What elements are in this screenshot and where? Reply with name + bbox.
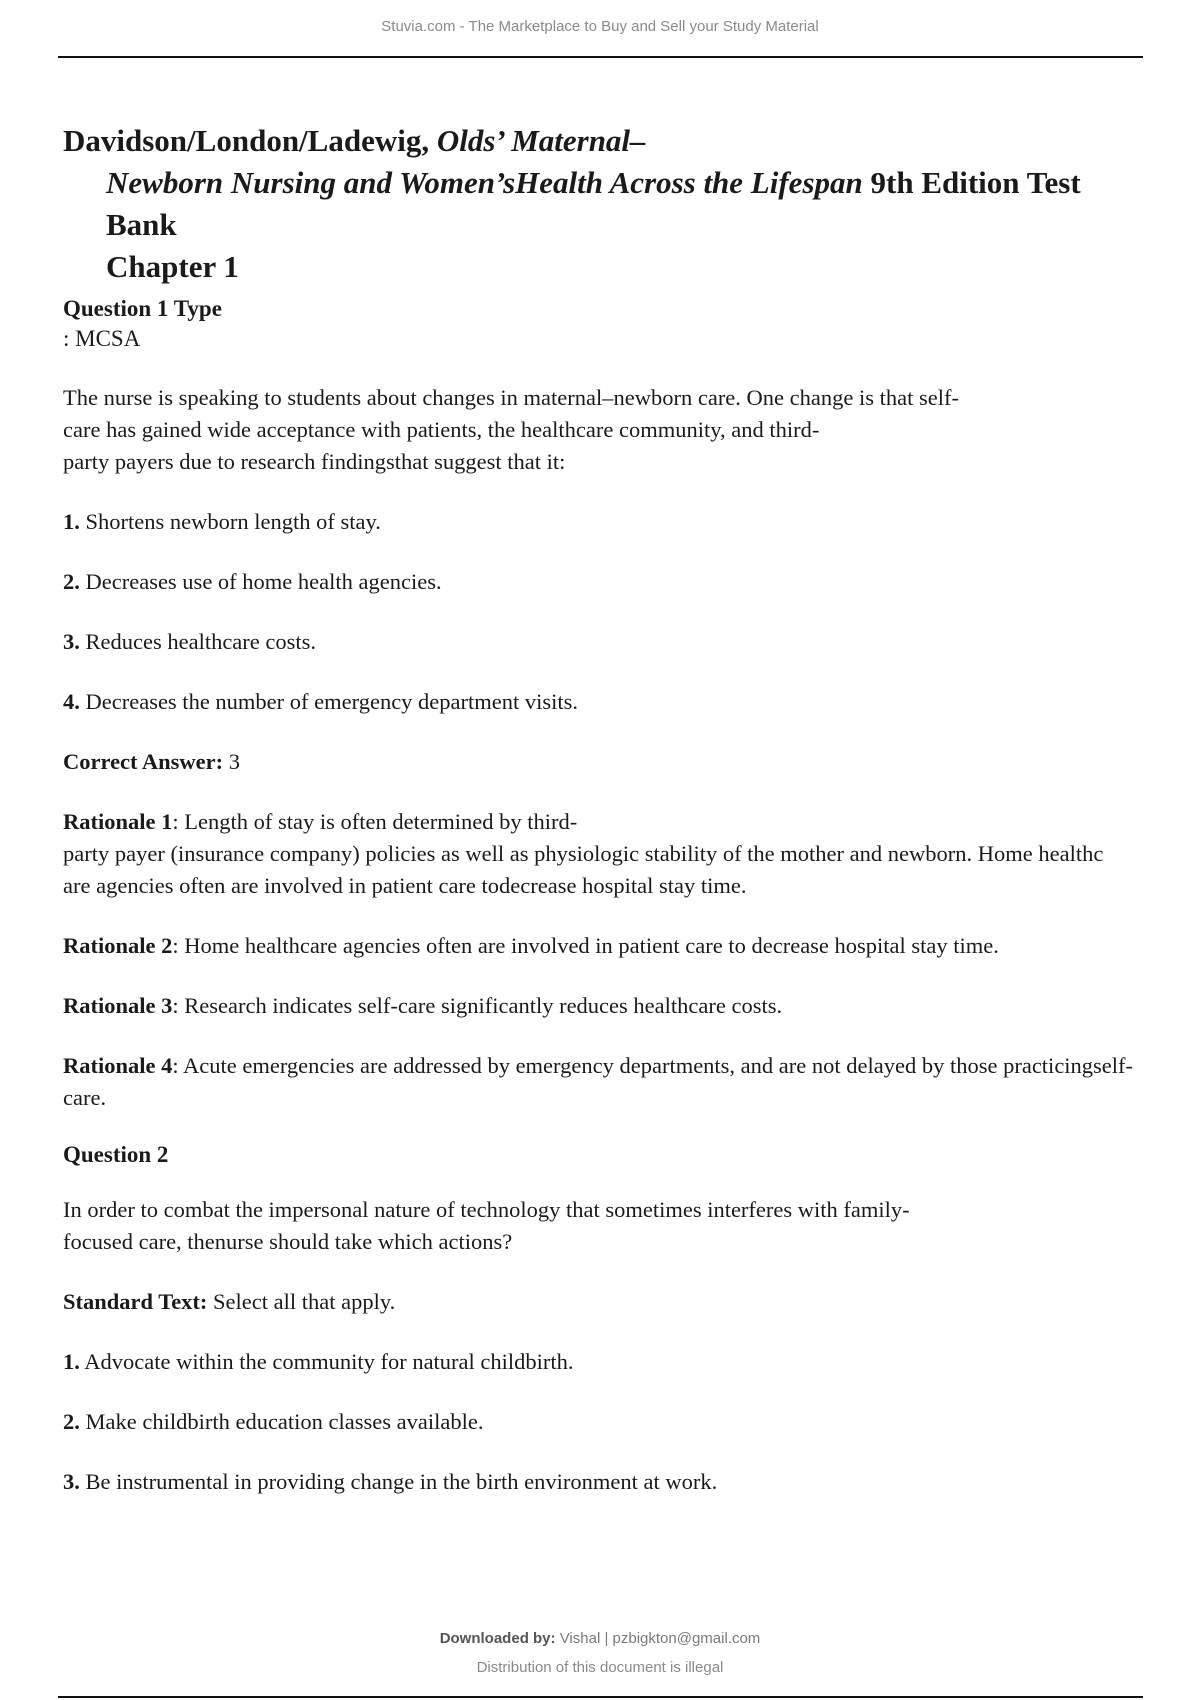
correct-answer-label: Correct Answer: (63, 749, 224, 774)
rationale-text: care. (63, 1085, 107, 1110)
option-number: 2. (63, 569, 80, 594)
header-divider (58, 56, 1143, 58)
option-number: 1. (63, 509, 80, 534)
question-2-option (63, 1346, 1173, 1378)
rationale-label: Rationale 2 (63, 933, 173, 958)
question-1-option (63, 506, 1173, 538)
question-1-option (63, 566, 1173, 598)
question-1-stem-line: care has gained wide acceptance with patients, the healthcare community, and third- (63, 417, 820, 442)
title-book-italic-1: Olds’ Maternal– (436, 123, 646, 158)
option-number: 3. (63, 1469, 80, 1494)
option-number: 1. (63, 1349, 80, 1374)
rationale-text: : Length of stay is often determined by third- (172, 809, 578, 834)
option-text: Reduces healthcare costs. (85, 629, 317, 654)
question-1-stem-line: party payers due to research findingsthat suggest that it: (63, 449, 566, 474)
option-number: 3. (63, 629, 80, 654)
rationale-4 (63, 1050, 1173, 1114)
question-1-stem-line: The nurse is speaking to students about changes in maternal–newborn care. One change is that self- (63, 385, 959, 410)
question-1-heading: Question 1 Type (63, 296, 222, 321)
option-text: Decreases use of home health agencies. (85, 569, 442, 594)
title-authors: Davidson/London/Ladewig, (63, 123, 430, 158)
chapter-heading: Chapter 1 (106, 249, 239, 284)
rationale-3 (63, 990, 1173, 1022)
title-edition-2: Bank (106, 207, 177, 242)
rationale-text: : Research indicates self-care significantly reduces healthcare costs. (172, 993, 783, 1018)
question-2-heading: Question 2 (63, 1142, 169, 1167)
option-text: Be instrumental in providing change in the birth environment at work. (85, 1469, 718, 1494)
rationale-text: : Acute emergencies are addressed by emergency departments, and are not delayed by those practicingself- (172, 1053, 1134, 1078)
title-book-italic-2: Newborn Nursing and Women’sHealth Across the Lifespan (106, 165, 863, 200)
rationale-label: Rationale 4 (63, 1053, 173, 1078)
standard-text (63, 1286, 1173, 1318)
rationale-2 (63, 930, 1173, 962)
question-1-option (63, 626, 1173, 658)
site-header-text: Stuvia.com - The Marketplace to Buy and Sell your Study Material (381, 18, 819, 35)
correct-answer (63, 746, 1173, 778)
rationale-label: Rationale 1 (63, 809, 173, 834)
rationale-text: are agencies often are involved in patient care todecrease hospital stay time. (63, 873, 747, 898)
rationale-1 (63, 806, 1173, 902)
rationale-label: Rationale 3 (63, 993, 173, 1018)
standard-text-label: Standard Text: (63, 1289, 208, 1314)
title-line-2 (63, 162, 1173, 204)
standard-text-value: Select all that apply. (213, 1289, 396, 1314)
downloaded-by-label: Downloaded by: (439, 1630, 556, 1647)
option-number: 4. (63, 689, 80, 714)
document-title (63, 120, 1173, 288)
question-2-option (63, 1406, 1173, 1438)
rationale-text: party payer (insurance company) policies as well as physiologic stability of the mother and newborn. Home healthc (63, 841, 1104, 866)
question-2-stem (63, 1194, 1173, 1258)
question-2-option (63, 1466, 1173, 1498)
document-body (63, 120, 1173, 1526)
option-text: Shortens newborn length of stay. (85, 509, 381, 534)
option-text: Make childbirth education classes available. (85, 1409, 484, 1434)
footer-divider (58, 1696, 1143, 1698)
footer-downloaded-by (0, 1630, 1200, 1647)
rationale-text: : Home healthcare agencies often are involved in patient care to decrease hospital stay time. (172, 933, 999, 958)
option-number: 2. (63, 1409, 80, 1434)
question-2-stem-line: focused care, thenurse should take which actions? (63, 1229, 513, 1254)
title-edition-1: 9th Edition Test (870, 165, 1081, 200)
downloaded-by-value: Vishal | pzbigkton@gmail.com (559, 1630, 761, 1647)
question-2-stem-line: In order to combat the impersonal nature of technology that sometimes interferes with family- (63, 1197, 910, 1222)
footer-distribution-note: Distribution of this document is illegal (476, 1659, 724, 1676)
question-1-type: : MCSA (63, 326, 141, 351)
question-1-option (63, 686, 1173, 718)
option-text: Decreases the number of emergency department visits. (85, 689, 579, 714)
correct-answer-value: 3 (228, 749, 241, 774)
question-1-stem (63, 382, 1173, 478)
option-text: Advocate within the community for natural childbirth. (84, 1349, 574, 1374)
